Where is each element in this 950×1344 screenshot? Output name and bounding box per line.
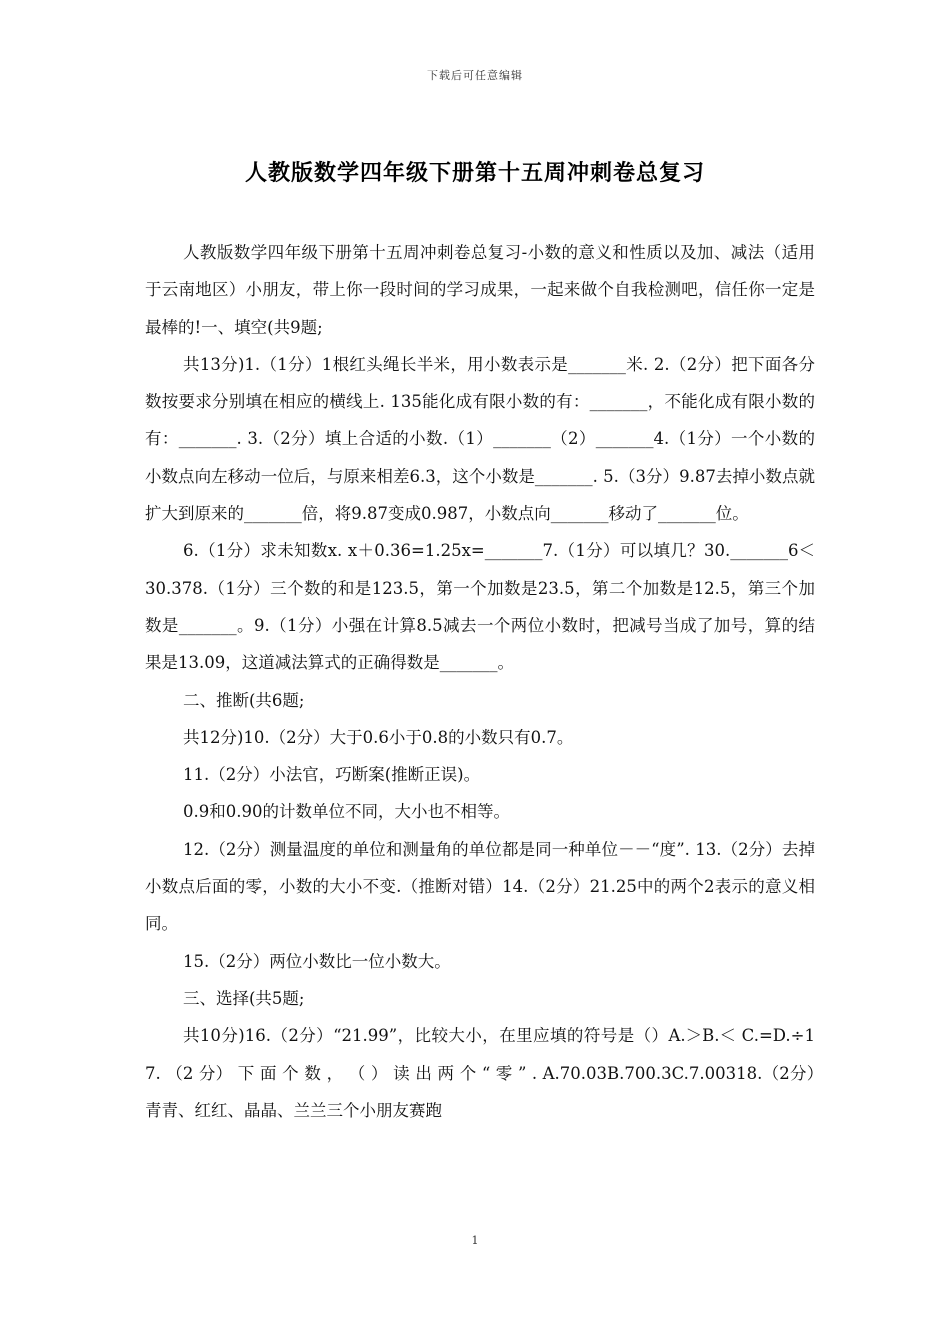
document-title: 人教版数学四年级下册第十五周冲刺卷总复习 xyxy=(244,161,705,186)
question-15: 15.（2分）两位小数比一位小数大。 xyxy=(183,951,451,971)
fill-blank-questions-6-9: 6.（1分）求未知数x. x＋0.36=1.25x=_______7.（1分）可以填几？30._______6＜30.378.（1分）三个数的和是123.5，第一个加数是23.5，第二个加数是12.5，第三个加数是_______。9.（1分）小强在计算8.5减去一个两位小数时，把减号当成了加号，算的结果是13.09，这道减法算式的正确得数是_______。 xyxy=(145,541,815,673)
intro-paragraph: 人教版数学四年级下册第十五周冲刺卷总复习-小数的意义和性质以及加、减法（适用于云南地区）小朋友，带上你一段时间的学习成果，一起来做个自我检测吧，信任你一定是最棒的!一、填空(共9题; xyxy=(145,243,815,337)
questions-16-18: 共10分)16.（2分）“21.99”，比较大小，在里应填的符号是（）A.＞B.＜ C.=D.÷17. （2 分） 下 面 个 数 ， （ ） 读 出 两 个 “ 零 ” . A.70.03B.700.3C.7.00318.（2分）青青、红红、晶晶、兰兰三个小朋友赛跑 xyxy=(145,1026,815,1120)
questions-12-14: 12.（2分）测量温度的单位和测量角的单位都是同一种单位－－“度”. 13.（2分）去掉小数点后面的零，小数的大小不变.（推断对错）14.（2分）21.25中的两个2表示的意义相同。 xyxy=(145,839,815,934)
document-body xyxy=(145,234,815,1129)
section-heading-choice: 三、选择(共5题; xyxy=(183,988,305,1008)
page-number: 1 xyxy=(471,1234,479,1247)
fill-blank-questions-1-5: 共13分)1.（1分）1根红头绳长半米，用小数表示是_______米. 2.（2分）把下面各分数按要求分别填在相应的横线上. 135能化成有限小数的有：_______，不能化成有限小数的有：_______. 3.（2分）填上合适的小数.（1）_______（2）_______4.（1分）一个小数的小数点向左移动一位后，与原来相差6.3，这个小数是_______. 5.（3分）9.87去掉小数点就扩大到原来的_______倍，将9.87变成0.987，小数点向_______移动了_______位。 xyxy=(145,354,815,524)
header-note: 下载后可任意编辑 xyxy=(427,69,523,82)
question-11-statement: 0.9和0.90的计数单位不同，大小也不相等。 xyxy=(183,802,510,822)
question-10: 共12分)10.（2分）大于0.6小于0.8的小数只有0.7。 xyxy=(183,727,574,747)
section-heading-judgement: 二、推断(共6题; xyxy=(183,690,305,710)
question-11: 11.（2分）小法官，巧断案(推断正误)。 xyxy=(183,765,481,785)
